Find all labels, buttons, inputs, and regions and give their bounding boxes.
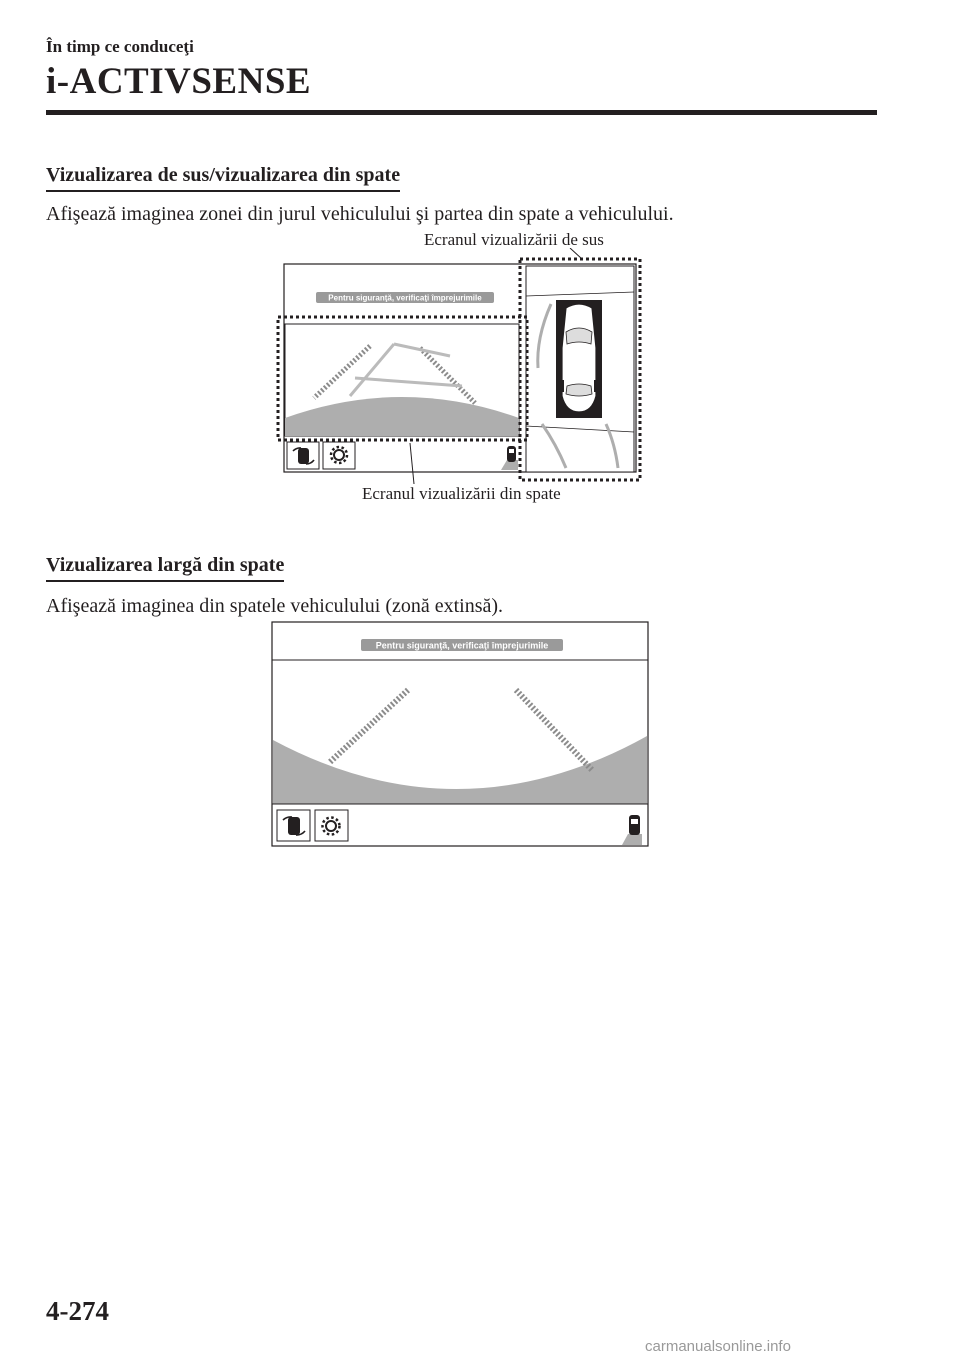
watermark: carmanualsonline.info <box>645 1338 791 1355</box>
section2-heading: Vizualizarea largă din spate <box>46 554 284 582</box>
caption-top-view: Ecranul vizualizării de sus <box>424 230 604 249</box>
caption-rear-view: Ecranul vizualizării din spate <box>362 484 561 503</box>
leader-top <box>570 248 582 259</box>
page-number: 4-274 <box>46 1296 109 1326</box>
split-view-figure <box>270 248 655 488</box>
safety-banner-text: Pentru siguranţă, verificaţi împrejurimile <box>375 640 549 651</box>
header-rule <box>46 110 877 115</box>
safety-banner-text: Pentru siguranţă, verificaţi împrejurimile <box>328 293 482 303</box>
chapter-header: În timp ce conduceţi <box>46 37 194 56</box>
section1-body: Afişează imaginea zonei din jurul vehiculului şi partea din spate a vehiculului. <box>46 203 674 225</box>
car-top-icon <box>559 304 599 412</box>
section2-body: Afişează imaginea din spatele vehiculului (zonă extinsă). <box>46 595 504 617</box>
section1-heading: Vizualizarea de sus/vizualizarea din spate <box>46 164 400 192</box>
settings-button[interactable] <box>315 810 348 841</box>
section-title: i-ACTIVSENSE <box>46 61 312 102</box>
wide-rear-view-figure <box>270 620 650 848</box>
